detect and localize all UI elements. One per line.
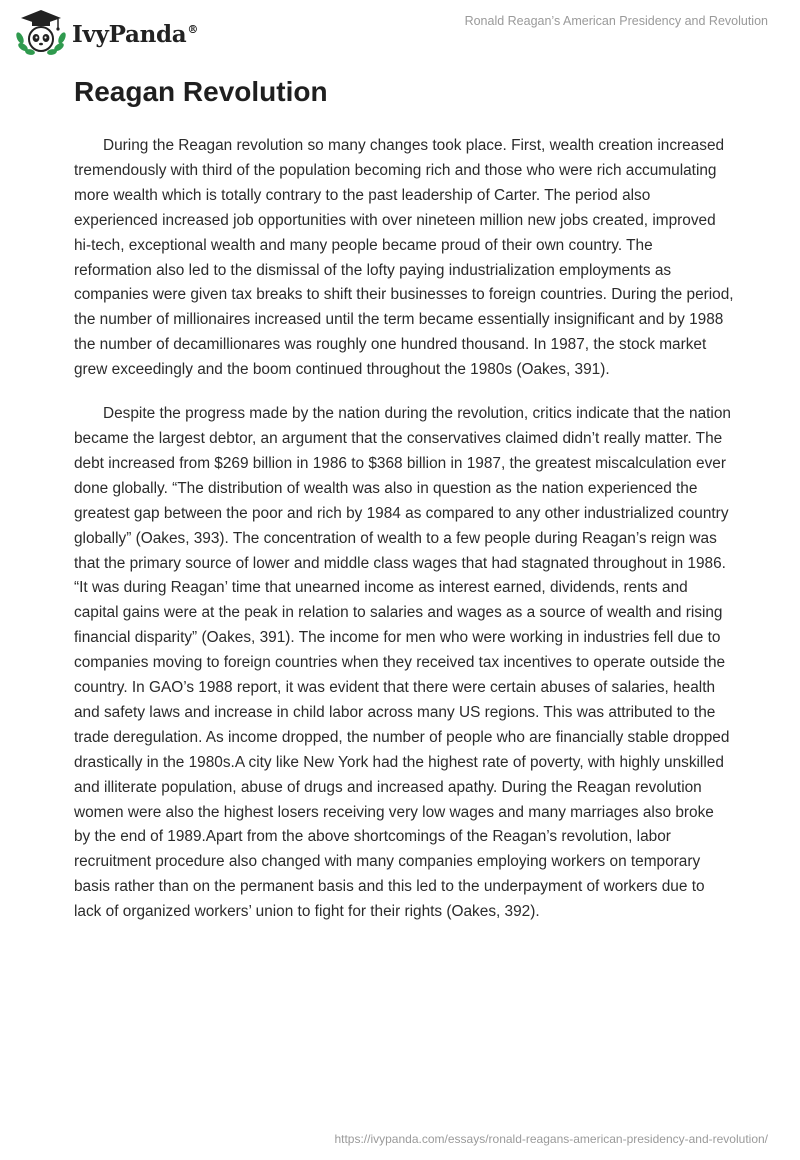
document-header-title: Ronald Reagan’s American Presidency and Revolution xyxy=(464,14,768,28)
article-body xyxy=(74,72,734,925)
page-header xyxy=(0,0,800,64)
paragraph-1: During the Reagan revolution so many changes took place. First, wealth creation increased tremendously with third of the population becoming rich and those who were rich accumulating more wealth which is totally contrary to the past leadership of Carter. The period also experienced increased job opportunities with over nineteen million new jobs created, improved hi-tech, exceptional wealth and many people became proud of their own country. The reformation also led to the dismissal of the lofty paying industrialization employments as companies were given tax breaks to shift their businesses to foreign countries. During the period, the number of millionaires increased until the term became essentially insignificant and by 1988 the number of decamillionares was roughly one hundred thousand. In 1987, the stock market grew exceedingly and the boom continued throughout the 1980s (Oakes, 391). xyxy=(74,137,734,379)
paragraph-2: Despite the progress made by the nation during the revolution, critics indicate that the nation became the largest debtor, an argument that the conservatives claimed didn’t really matter. The debt increased from $269 billion in 1986 to $368 billion in 1987, the greatest miscalculation ever done globally. “The distribution of wealth was also in question as the nation experienced the greatest gap between the poor and rich by 1984 as compared to any other industrialized country globally” (Oakes, 393). The concentration of wealth to a few people during Reagan’s reign was that the primary source of lower and middle class wages that had stagnated throughout in 1986. “It was during Reagan’ time that unearned income as interest earned, dividends, rents and capital gains were at the peak in relation to salaries and wages as a source of wealth and rising financial disparity” (Oakes, 391). The income for men who were working in industries fell due to companies moving to foreign countries when they received tax incentives to operate outside the country. In GAO’s 1988 report, it was evident that there were certain abuses of salaries, health and safety laws and increase in child labor across many US regions. This was attributed to the trade deregulation. As income dropped, the number of people who are financially stable dropped drastically in the 1980s.A city like New York had the highest rate of poverty, with highly unskilled and illiterate population, abuse of drugs and increased apathy. During the Reagan revolution women were also the highest losers receiving very low wages and many marriages also broke by the end of 1989.Apart from the above shortcomings of the Reagan’s revolution, labor recruitment procedure also changed with many companies employing workers on temporary basis rather than on the permanent basis and this led to the underpayment of workers due to lack of organized workers’ union to fight for their rights (Oakes, 392). xyxy=(74,405,731,921)
brand-name xyxy=(72,21,198,48)
panda-graduation-cap-icon xyxy=(14,8,68,56)
article-title: Reagan Revolution xyxy=(74,76,328,107)
brand-name-text: IvyPanda xyxy=(72,20,187,48)
source-url[interactable]: https://ivypanda.com/essays/ronald-reagans-american-presidency-and-revolution/ xyxy=(334,1132,768,1146)
registered-mark: ® xyxy=(187,22,199,36)
ivypanda-logo[interactable] xyxy=(14,8,198,56)
